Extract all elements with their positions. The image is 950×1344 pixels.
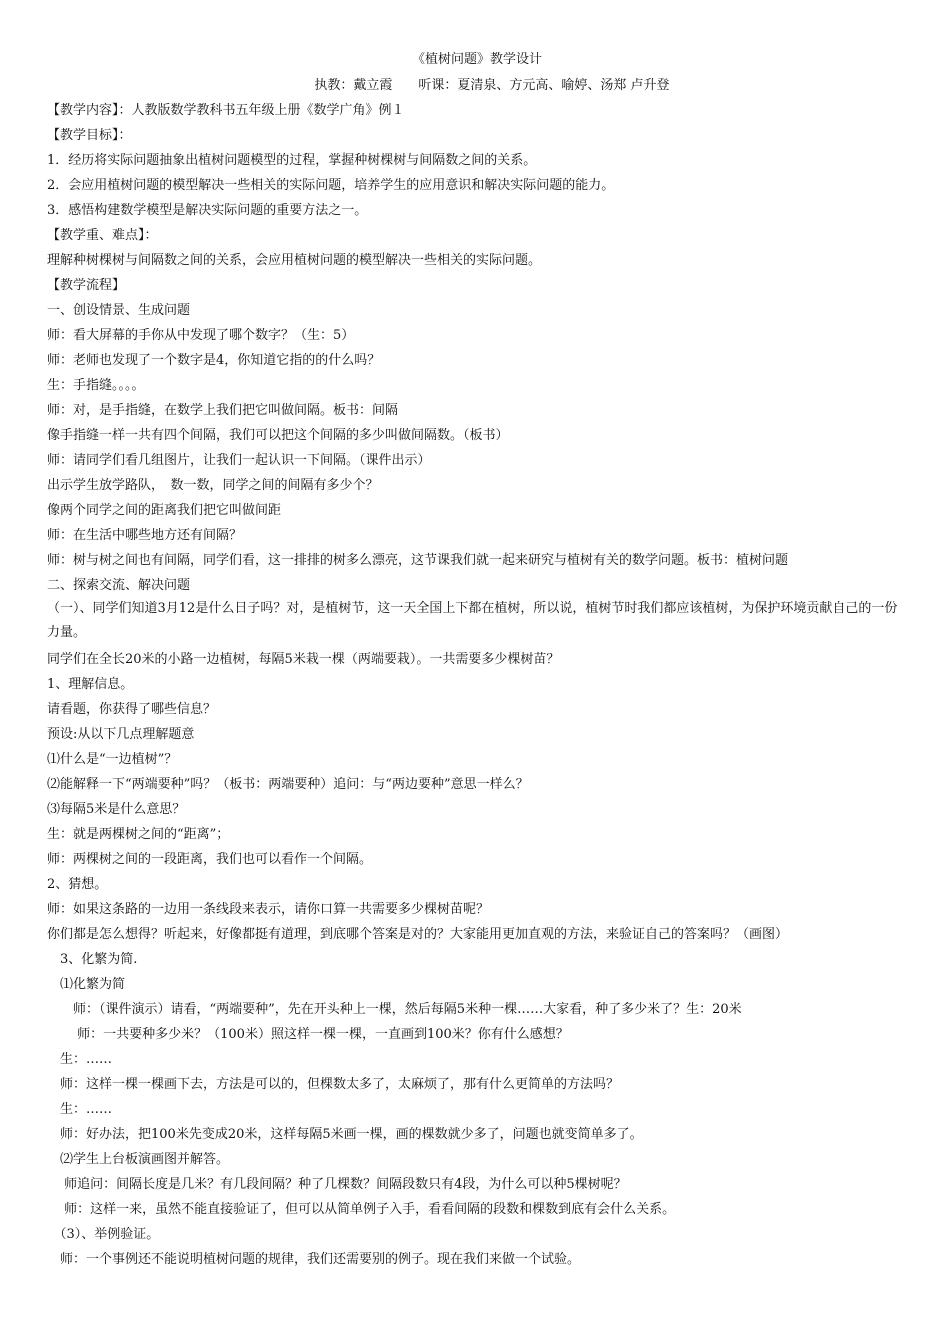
dialogue-line: 师：好办法，把100米先变成20米，这样每隔5米画一棵，画的棵数就少多了，问题也就变简单多了。 [47,1127,643,1142]
dialogue-line: 生：就是两棵树之间的“距离”； [47,827,230,842]
section-heading: 一、创设情景、生成问题 [47,303,191,318]
key-points-heading: 【教学重、难点】： [47,228,158,243]
dialogue-line: 师：如果这条路的一边用一条线段来表示，请你口算一共需要多少棵树苗呢？ [47,902,490,917]
dialogue-line: 师：两棵树之间的一段距离，我们也可以看作一个间隔。 [47,852,373,867]
dialogue-line: 师追问：间隔长度是几米？有几段间隔？种了几棵数？间隔段数只有4段，为什么可以种5棵树呢？ [47,1177,627,1192]
dialogue-line: 师：这样一来，虽然不能直接验证了，但可以从简单例子入手，看看间隔的段数和棵数到底有会什么关系。 [47,1202,676,1217]
dialogue-line: 师：这样一棵一棵画下去，方法是可以的，但棵数太多了，太麻烦了，那有什么更简单的方法吗？ [47,1077,620,1092]
list-item: ⑴什么是“一边植树”？ [47,752,178,767]
subheading: 2、猜想。 [47,877,108,892]
teaching-content: 【教学内容】：人教版数学教科书五年级上册《数学广角》例１ [47,103,405,118]
dialogue-line: 师：对，是手指缝，在数学上我们把它叫做间隔。板书：间隔 [47,403,399,418]
subheading: ⑴化繁为简 [47,977,126,992]
dialogue-line: 师：老师也发现了一个数字是4，你知道它指的的什么吗？ [47,353,381,368]
process-heading: 【教学流程】 [47,278,126,293]
dialogue-line: 生：…… [47,1052,113,1067]
dialogue-line: 师：在生活中哪些地方还有间隔？ [47,528,243,543]
dialogue-line: 生：…… [47,1102,113,1117]
dialogue-line: 出示学生放学路队， 数一数，同学之间的间隔有多少个？ [47,478,379,493]
subheading: 3、化繁为简. [47,952,138,967]
goal-item: 1．经历将实际问题抽象出植树问题模型的过程，掌握种树棵树与间隔数之间的关系。 [47,153,537,168]
dialogue-line: 像两个同学之间的距离我们把它叫做间距 [47,503,282,518]
list-item: ⑵学生上台板演画图并解答。 [47,1152,230,1167]
subheading: （3）、举例验证。 [47,1227,160,1242]
problem-statement: 同学们在全长20米的小路一边植树，每隔5米栽一棵（两端要栽）。一共需要多少棵树苗？ [47,652,560,667]
dialogue-line: 请看题，你获得了哪些信息？ [47,702,217,717]
paragraph: （一）、同学们知道3月12是什么日子吗？对，是植树节，这一天全国上下都在植树，所以说，植树节时我们都应该植树，为保护环境贡献自己的一份力量。 [47,601,898,640]
goals-heading: 【教学目标】： [47,128,132,143]
subheading: 1、理解信息。 [47,677,134,692]
key-points-text: 理解种树棵树与间隔数之间的关系，会应用植树问题的模型解决一些相关的实际问题。 [47,253,542,268]
dialogue-line: 师：请同学们看几组图片，让我们一起认识一下间隔。（课件出示） [47,453,431,468]
dialogue-line: 师：一个事例还不能说明植树问题的规律，我们还需要别的例子。现在我们来做一个试验。 [47,1252,581,1267]
list-item: ⑶每隔5米是什么意思？ [47,802,186,817]
dialogue-line: 像手指缝一样一共有四个间隔，我们可以把这个间隔的多少叫做间隔数。（板书） [47,428,509,443]
list-item: ⑵能解释一下“两端要种”吗？（板书：两端要种）追问：与“两边要种”意思一样么？ [47,777,529,792]
dialogue-line: 生：手指缝。。。。 [47,378,145,393]
author-line: 执教：戴立霞 听课：夏清泉、方元高、喻婷、汤郑 卢升登 [314,78,670,93]
dialogue-line: 师：一共要种多少米？（100米）照这样一棵一棵，一直画到100米？你有什么感想？ [47,1027,569,1042]
dialogue-line: 你们都是怎么想得？听起来，好像都挺有道理，到底哪个答案是对的？大家能用更加直观的方法，来验证自己的答案吗？（画图） [47,927,789,942]
dialogue-line: 师：（课件演示）请看，“两端要种”，先在开头种上一棵，然后每隔5米种一棵……大家看，种了多少米了？生：20米 [47,1002,742,1017]
document-title: 《植树问题》教学设计 [411,52,542,67]
goal-item: 2．会应用植树问题的模型解决一些相关的实际问题，培养学生的应用意识和解决实际问题的能力。 [47,178,615,193]
dialogue-line: 预设:从以下几点理解题意 [47,727,195,742]
section-heading: 二、探索交流、解决问题 [47,578,191,593]
dialogue-line: 师：树与树之间也有间隔，同学们看，这一排排的树多么漂亮，这节课我们就一起来研究与植树有关的数学问题。板书：植树问题 [47,553,789,568]
dialogue-line: 师：看大屏幕的手你从中发现了哪个数字？（生：5） [47,328,355,343]
goal-item: 3．感悟构建数学模型是解决实际问题的重要方法之一。 [47,203,368,218]
